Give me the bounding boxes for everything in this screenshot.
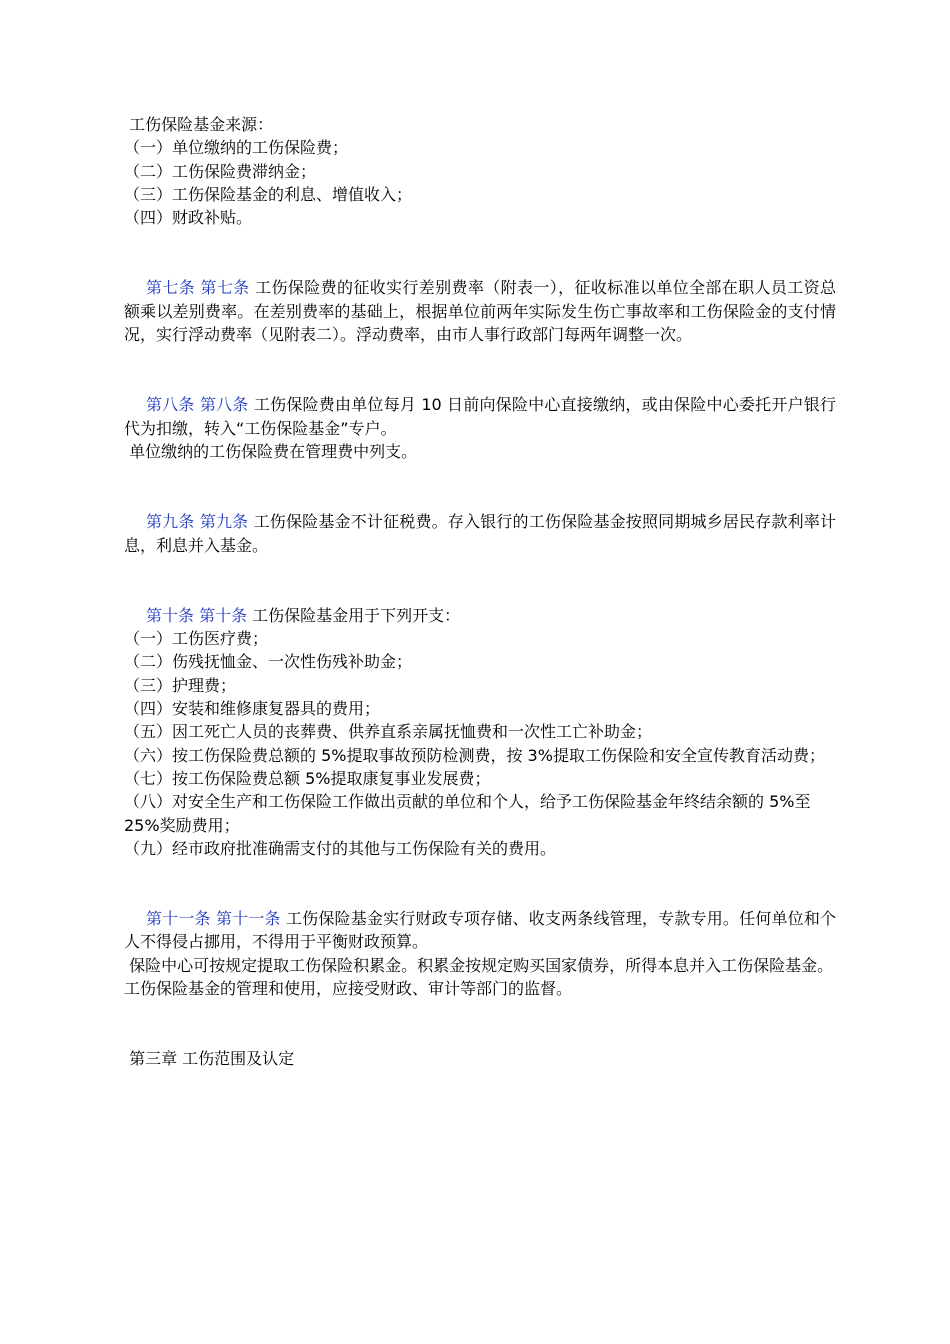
- list-item: （二）伤残抚恤金、一次性伤残补助金；: [124, 652, 413, 672]
- article-8-text: 工伤保险费由单位每月 10 日前向保险中心直接缴纳，或由保险中心委托开户银行代为扣缴，转入“工伤保险基金”专户。: [124, 395, 836, 438]
- article-11-link[interactable]: 第十一条 第十一条: [146, 909, 281, 929]
- chapter-3-title: 第三章 工伤范围及认定: [124, 1049, 295, 1069]
- spacer: [124, 463, 836, 510]
- document-page: [124, 113, 836, 1071]
- list-item: （七）按工伤保险费总额 5%提取康复事业发展费；: [124, 768, 491, 788]
- list-item: （八）对安全生产和工伤保险工作做出贡献的单位和个人，给予工伤保险基金年终结余额的 5%至 25%奖励费用；: [124, 792, 816, 835]
- fund-sources-section: [124, 113, 836, 229]
- spacer: [124, 1000, 836, 1047]
- article-11: [124, 907, 836, 954]
- article-9-link[interactable]: 第九条 第九条: [146, 512, 249, 532]
- list-item: （五）因工死亡人员的丧葬费、供养直系亲属抚恤费和一次性工亡补助金；: [124, 722, 653, 742]
- spacer: [124, 346, 836, 393]
- list-item: （三）工伤保险基金的利息、增值收入；: [124, 184, 413, 204]
- article-10-text: 工伤保险基金用于下列开支：: [247, 605, 461, 625]
- article-7-text: 工伤保险费的征收实行差别费率（附表一），征收标准以单位全部在职人员工资总额乘以差别费率。在差别费率的基础上，根据单位前两年实际发生伤亡事故率和工伤保险金的支付情况，实行浮动费率（见附表二）。浮动费率，由市人事行政部门每两年调整一次。: [124, 278, 836, 345]
- list-item: （四）安装和维修康复器具的费用；: [124, 699, 381, 719]
- article-10-link[interactable]: 第十条 第十条: [146, 605, 248, 625]
- list-item: （六）按工伤保险费总额的 5%提取事故预防检测费，按 3%提取工伤保险和安全宣传教育活动费；: [124, 745, 825, 765]
- article-8-link[interactable]: 第八条 第八条: [146, 395, 249, 415]
- article-8-extra: 单位缴纳的工伤保险费在管理费中列支。: [124, 441, 418, 461]
- fund-sources-heading: 工伤保险基金来源：: [124, 115, 274, 134]
- article-9: [124, 510, 836, 557]
- list-item: （一）单位缴纳的工伤保险费；: [124, 138, 349, 158]
- list-item: （一）工伤医疗费；: [124, 629, 269, 649]
- spacer: [124, 860, 836, 907]
- article-10: [124, 604, 836, 627]
- article-11-extra: 保险中心可按规定提取工伤保险积累金。积累金按规定购买国家债券，所得本息并入工伤保险基金。工伤保险基金的管理和使用，应接受财政、审计等部门的监督。: [124, 955, 834, 999]
- list-item: （九）经市政府批准确需支付的其他与工伤保险有关的费用。: [124, 838, 557, 858]
- article-7-link[interactable]: 第七条 第七条: [146, 278, 250, 298]
- spacer: [124, 229, 836, 276]
- article-11-text: 工伤保险基金实行财政专项存储、收支两条线管理，专款专用。任何单位和个人不得侵占挪用，不得用于平衡财政预算。: [124, 909, 836, 952]
- article-8: [124, 393, 836, 440]
- article-9-text: 工伤保险基金不计征税费。存入银行的工伤保险基金按照同期城乡居民存款利率计息，利息并入基金。: [124, 512, 836, 555]
- list-item: （三）护理费；: [124, 675, 237, 695]
- spacer: [124, 557, 836, 604]
- article-7: [124, 276, 836, 346]
- list-item: （二）工伤保险费滞纳金；: [124, 161, 317, 181]
- list-item: （四）财政补贴。: [124, 208, 253, 228]
